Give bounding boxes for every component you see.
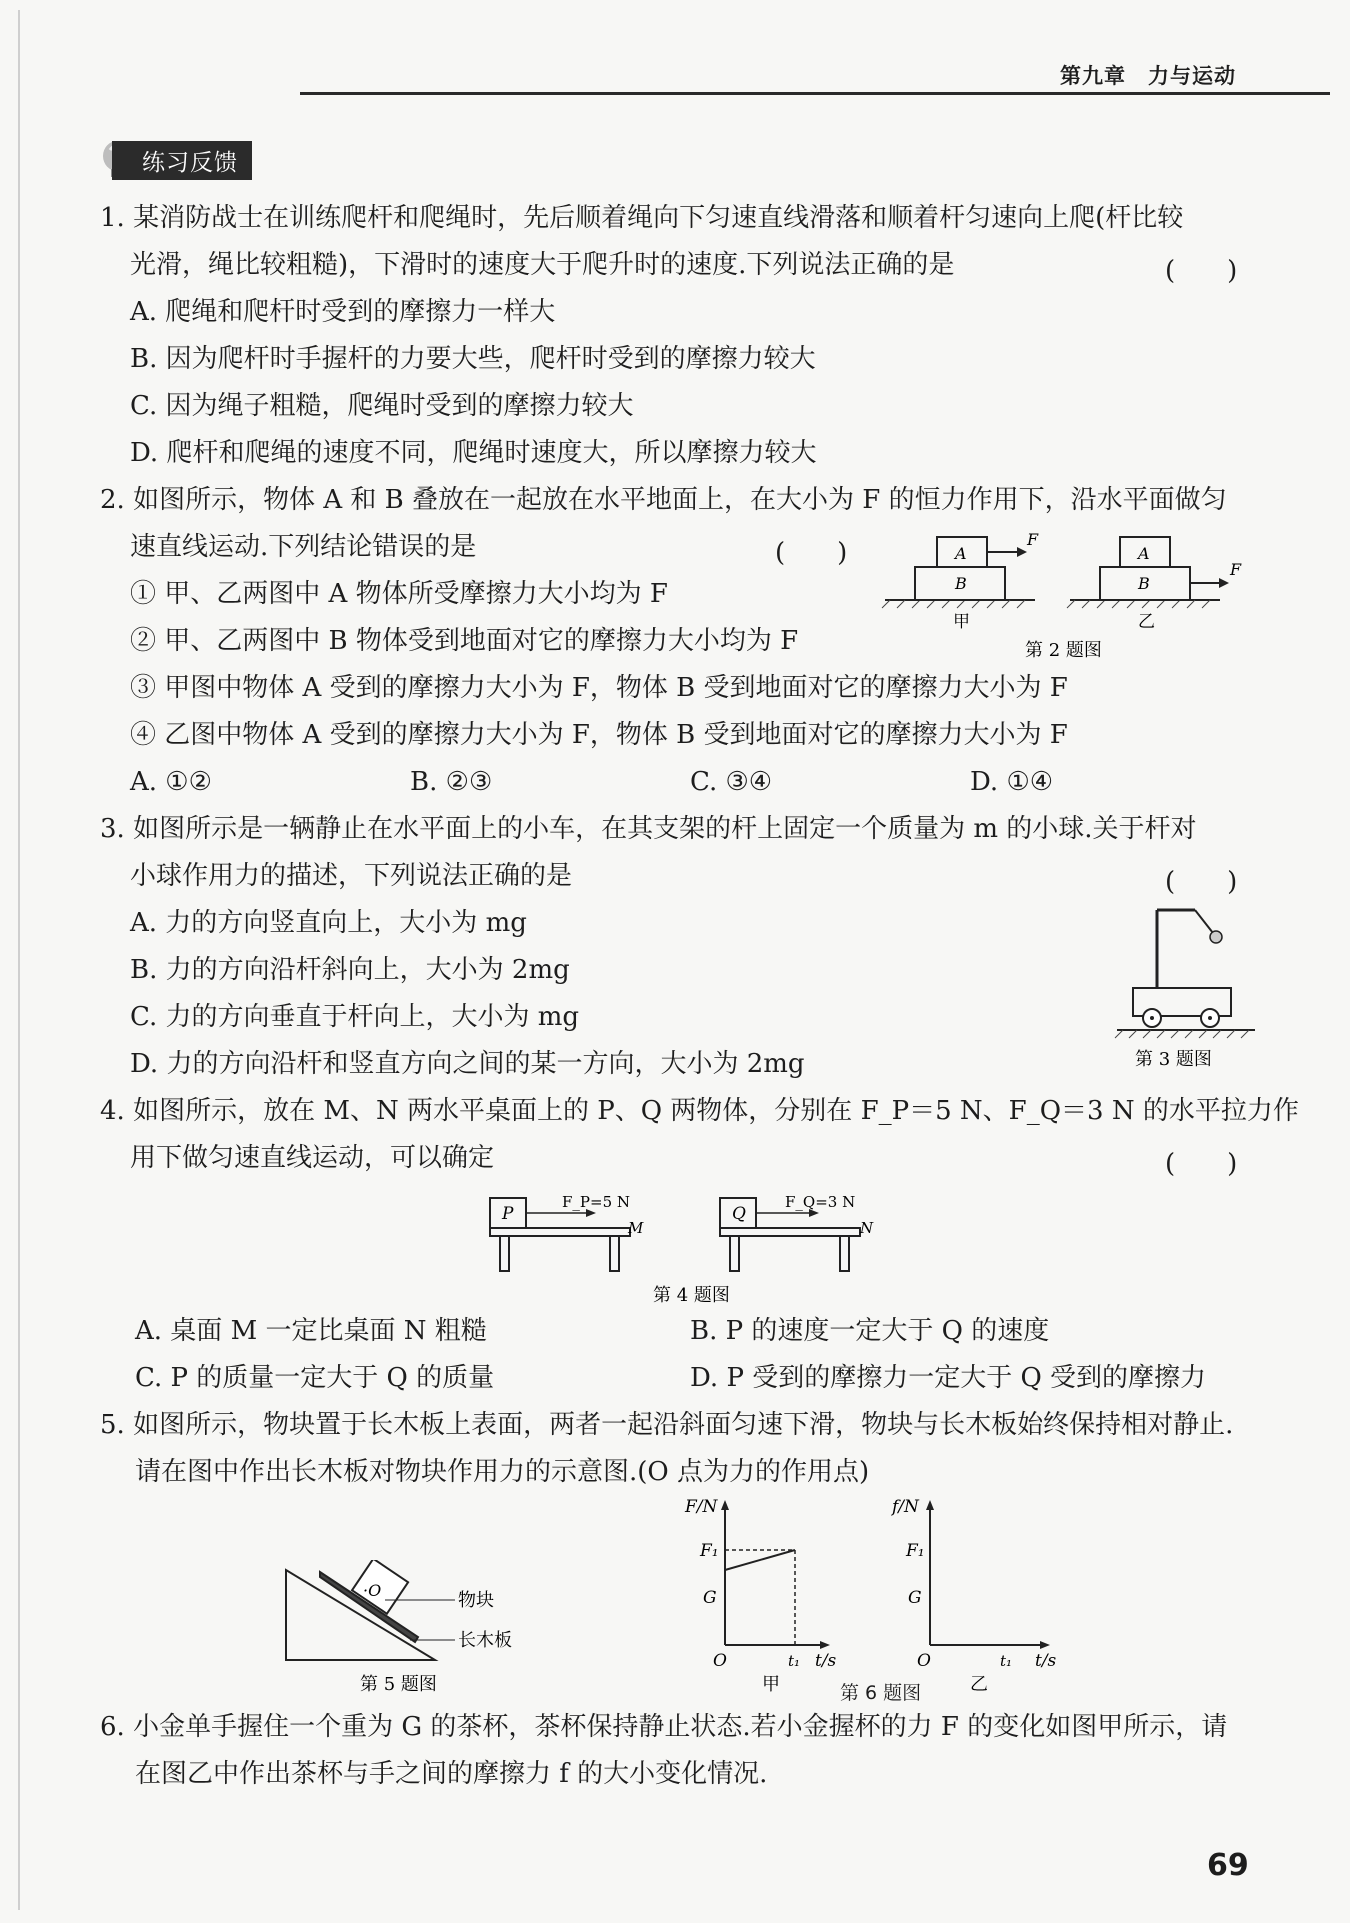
q2-figure-yi bbox=[1067, 537, 1242, 632]
jia-f1-tick: F₁ bbox=[700, 1541, 719, 1561]
q3-stem-2: 小球作用力的描述，下列说法正确的是 bbox=[130, 861, 573, 891]
q1-answer-bracket[interactable]: ( ) bbox=[1165, 256, 1238, 286]
label-b-jia: B bbox=[955, 574, 967, 593]
label-a-yi: A bbox=[1138, 544, 1150, 563]
q2-option-c[interactable]: C. ③④ bbox=[690, 767, 773, 797]
label-fq: F_Q=3 N bbox=[785, 1193, 856, 1211]
q1-stem-2: 光滑，绳比较粗糙)，下滑时的速度大于爬升时的速度.下列说法正确的是 bbox=[130, 250, 955, 280]
cart-rod bbox=[1195, 910, 1213, 933]
q1-option-b[interactable]: B. 因为爬杆时手握杆的力要大些，爬杆时受到的摩擦力较大 bbox=[130, 344, 816, 374]
q6-figure bbox=[670, 1490, 1100, 1700]
yi-ylabel: f/N bbox=[892, 1497, 919, 1517]
jia-xlabel: t/s bbox=[815, 1651, 837, 1671]
label-jia: 甲 bbox=[953, 612, 970, 632]
label-f-jia: F bbox=[1027, 530, 1039, 549]
q2-option-a[interactable]: A. ①② bbox=[130, 767, 212, 797]
q5-stem-2: 请在图中作出长木板对物块作用力的示意图.(O 点为力的作用点) bbox=[135, 1457, 870, 1487]
table-m bbox=[490, 1193, 644, 1271]
label-yi: 乙 bbox=[1138, 612, 1155, 632]
yi-g-tick: G bbox=[908, 1588, 922, 1608]
label-fp: F_P=5 N bbox=[562, 1193, 631, 1211]
q3-figure-cart bbox=[1105, 900, 1265, 1075]
section-title: 练习反馈 bbox=[112, 141, 252, 180]
q6-stem-1: 6. 小金单手握住一个重为 G 的茶杯，茶杯保持静止状态.若小金握杯的力 F 的变化如图甲所示，请 bbox=[100, 1712, 1228, 1742]
q2-figure-jia bbox=[882, 530, 1039, 632]
yi-xlabel: t/s bbox=[1035, 1651, 1057, 1671]
q1-stem-1: 1. 某消防战士在训练爬杆和爬绳时，先后顺着绳向下匀速直线滑落和顺着杆匀速向上爬(杆比较 bbox=[100, 203, 1184, 233]
label-f-yi: F bbox=[1230, 560, 1242, 579]
label-n: N bbox=[860, 1219, 874, 1237]
q5-figure-caption: 第 5 题图 bbox=[360, 1674, 437, 1695]
ball bbox=[1210, 931, 1222, 943]
jia-ylabel: F/N bbox=[685, 1497, 718, 1517]
label-q: Q bbox=[732, 1204, 746, 1224]
q2-option-b[interactable]: B. ②③ bbox=[410, 767, 493, 797]
q3-figure-caption: 第 3 题图 bbox=[1135, 1049, 1212, 1070]
q4-figure-caption: 第 4 题图 bbox=[653, 1285, 730, 1306]
jia-t1-tick: t₁ bbox=[788, 1652, 801, 1670]
yi-f1-tick: F₁ bbox=[906, 1541, 925, 1561]
q3-answer-bracket[interactable]: ( ) bbox=[1165, 867, 1238, 897]
q1-option-d[interactable]: D. 爬杆和爬绳的速度不同，爬绳时速度大，所以摩擦力较大 bbox=[130, 438, 817, 468]
header-rule bbox=[300, 92, 1330, 95]
q4-answer-bracket[interactable]: ( ) bbox=[1165, 1149, 1238, 1179]
q2-statement-2: ② 甲、乙两图中 B 物体受到地面对它的摩擦力大小均为 F bbox=[130, 626, 799, 656]
q3-option-a[interactable]: A. 力的方向竖直向上，大小为 mg bbox=[130, 908, 527, 938]
label-m: M bbox=[628, 1219, 644, 1237]
q4-option-d[interactable]: D. P 受到的摩擦力一定大于 Q 受到的摩擦力 bbox=[690, 1363, 1207, 1393]
jia-label: 甲 bbox=[762, 1674, 780, 1695]
jia-origin: O bbox=[713, 1651, 727, 1671]
q3-option-c[interactable]: C. 力的方向垂直于杆向上，大小为 mg bbox=[130, 1002, 580, 1032]
q4-stem-2: 用下做匀速直线运动，可以确定 bbox=[130, 1143, 495, 1173]
force-line bbox=[725, 1550, 795, 1570]
q2-stem-1: 2. 如图所示，物体 A 和 B 叠放在一起放在水平地面上，在大小为 F 的恒力作用下，沿水平面做匀 bbox=[100, 485, 1227, 515]
yi-label: 乙 bbox=[970, 1674, 988, 1695]
graph-jia bbox=[684, 1497, 837, 1695]
label-block: 物块 bbox=[458, 1590, 494, 1611]
q1-option-c[interactable]: C. 因为绳子粗糙，爬绳时受到的摩擦力较大 bbox=[130, 391, 634, 421]
chapter-header: 第九章 力与运动 bbox=[1060, 64, 1236, 88]
q4-figure bbox=[480, 1185, 900, 1310]
graph-yi bbox=[890, 1497, 1057, 1695]
q2-figure-caption: 第 2 题图 bbox=[1025, 640, 1102, 661]
jia-g-tick: G bbox=[703, 1588, 717, 1608]
q3-stem-1: 3. 如图所示是一辆静止在水平面上的小车，在其支架的杆上固定一个质量为 m 的小球.关于杆对 bbox=[100, 814, 1197, 844]
section-badge bbox=[100, 140, 252, 180]
page-number: 69 bbox=[1207, 1848, 1249, 1883]
q2-answer-bracket[interactable]: ( ) bbox=[775, 538, 848, 568]
q2-statement-3: ③ 甲图中物体 A 受到的摩擦力大小为 F，物体 B 受到地面对它的摩擦力大小为 F bbox=[130, 673, 1068, 703]
label-b-yi: B bbox=[1138, 574, 1150, 593]
q4-option-c[interactable]: C. P 的质量一定大于 Q 的质量 bbox=[135, 1363, 495, 1393]
table-n bbox=[720, 1193, 874, 1271]
q6-figure-caption: 第 6 题图 bbox=[840, 1682, 922, 1704]
q1-option-a[interactable]: A. 爬绳和爬杆时受到的摩擦力一样大 bbox=[130, 297, 556, 327]
q3-option-d[interactable]: D. 力的方向沿杆和竖直方向之间的某一方向，大小为 2mg bbox=[130, 1049, 805, 1079]
yi-origin: O bbox=[917, 1651, 931, 1671]
q6-stem-2: 在图乙中作出茶杯与手之间的摩擦力 f 的大小变化情况. bbox=[135, 1759, 768, 1789]
q4-option-b[interactable]: B. P 的速度一定大于 Q 的速度 bbox=[690, 1316, 1050, 1346]
label-a-jia: A bbox=[955, 544, 967, 563]
label-p: P bbox=[502, 1204, 514, 1224]
q4-option-a[interactable]: A. 桌面 M 一定比桌面 N 粗糙 bbox=[135, 1316, 487, 1346]
q2-stem-2: 速直线运动.下列结论错误的是 bbox=[130, 532, 477, 562]
label-o: ·O bbox=[363, 1581, 382, 1600]
q5-stem-1: 5. 如图所示，物块置于长木板上表面，两者一起沿斜面匀速下滑，物块与长木板始终保持相对静止. bbox=[100, 1410, 1234, 1440]
q2-figure bbox=[875, 525, 1255, 670]
label-board: 长木板 bbox=[458, 1630, 512, 1651]
q2-statement-1: ① 甲、乙两图中 A 物体所受摩擦力大小均为 F bbox=[130, 579, 668, 609]
q3-option-b[interactable]: B. 力的方向沿杆斜向上，大小为 2mg bbox=[130, 955, 570, 985]
binding-edge bbox=[18, 10, 20, 1910]
q5-figure-incline bbox=[280, 1560, 540, 1695]
q4-stem-1: 4. 如图所示，放在 M、N 两水平桌面上的 P、Q 两物体，分别在 F_P＝5 N、F_Q＝3 N 的水平拉力作 bbox=[100, 1096, 1299, 1126]
yi-t1-tick: t₁ bbox=[1000, 1652, 1013, 1670]
q2-option-d[interactable]: D. ①④ bbox=[970, 767, 1054, 797]
q2-statement-4: ④ 乙图中物体 A 受到的摩擦力大小为 F，物体 B 受到地面对它的摩擦力大小为 F bbox=[130, 720, 1068, 750]
